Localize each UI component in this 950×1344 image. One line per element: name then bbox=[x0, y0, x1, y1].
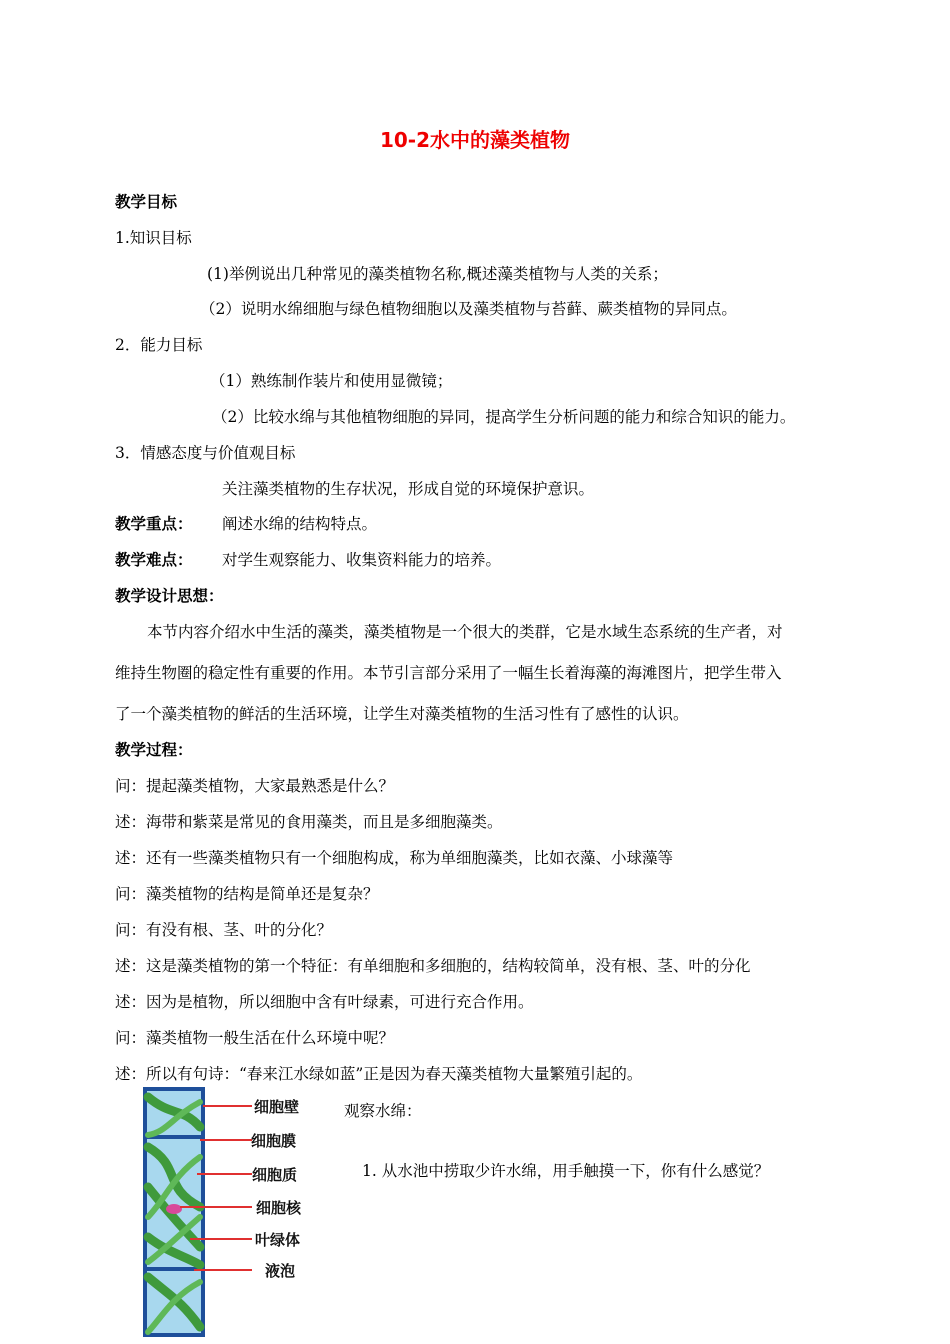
ability-item: （2）比较水绵与其他植物细胞的异同，提高学生分析问题的能力和综合知识的能力。 bbox=[212, 408, 796, 426]
objectives-heading: 教学目标 bbox=[115, 192, 178, 211]
process-line: 述：还有一些藻类植物只有一个细胞构成，称为单细胞藻类，比如衣藻、小球藻等 bbox=[115, 849, 674, 867]
process-line: 问：藻类植物的结构是简单还是复杂？ bbox=[115, 885, 379, 903]
emotion-item: 关注藻类植物的生存状况，形成自觉的环境保护意识。 bbox=[222, 480, 595, 498]
knowledge-item: (1)举例说出几种常见的藻类植物名称,概述藻类植物与人类的关系； bbox=[207, 265, 668, 283]
observe-heading: 观察水绵： bbox=[344, 1102, 422, 1120]
design-paragraph-line: 本节内容介绍水中生活的藻类，藻类植物是一个很大的类群，它是水域生态系统的生产者，对 bbox=[147, 623, 783, 641]
process-line: 述：所以有句诗：“春来江水绿如蓝”正是因为春天藻类植物大量繁殖引起的。 bbox=[115, 1065, 643, 1083]
process-line: 问：有没有根、茎、叶的分化？ bbox=[115, 921, 333, 939]
label-chloroplast: 叶绿体 bbox=[255, 1231, 301, 1249]
knowledge-heading: 1.知识目标 bbox=[115, 229, 192, 247]
design-paragraph-line: 了一个藻类植物的鲜活的生活环境，让学生对藻类植物的生活习性有了感性的认识。 bbox=[115, 705, 689, 723]
key-point-text: 阐述水绵的结构特点。 bbox=[222, 515, 378, 533]
process-line: 述：因为是植物，所以细胞中含有叶绿素，可进行充合作用。 bbox=[115, 993, 534, 1011]
knowledge-item: （2）说明水绵细胞与绿色植物细胞以及藻类植物与苔藓、蕨类植物的异同点。 bbox=[200, 300, 737, 318]
process-line: 述：海带和紫菜是常见的食用藻类，而且是多细胞藻类。 bbox=[115, 813, 503, 831]
difficulty-text: 对学生观察能力、收集资料能力的培养。 bbox=[222, 551, 502, 569]
ability-item: （1）熟练制作装片和使用显微镜； bbox=[210, 372, 453, 390]
design-paragraph-line: 维持生物圈的稳定性有重要的作用。本节引言部分采用了一幅生长着海藻的海滩图片，把学生带入 bbox=[115, 664, 782, 682]
key-point-label: 教学重点： bbox=[115, 514, 193, 533]
label-vacuole: 液泡 bbox=[265, 1262, 296, 1280]
process-line: 问：藻类植物一般生活在什么环境中呢？ bbox=[115, 1029, 395, 1047]
page-title: 10-2水中的藻类植物 bbox=[379, 128, 571, 152]
emotion-heading: 3．情感态度与价值观目标 bbox=[115, 444, 296, 462]
spirogyra-filament bbox=[145, 1089, 203, 1335]
observe-item: 1. 从水池中捞取少许水绵，用手触摸一下，你有什么感觉？ bbox=[362, 1162, 770, 1180]
design-heading: 教学设计思想： bbox=[115, 586, 224, 605]
ability-heading: 2．能力目标 bbox=[115, 336, 203, 354]
process-heading: 教学过程： bbox=[115, 740, 193, 759]
label-cell-membrane: 细胞膜 bbox=[251, 1132, 297, 1150]
label-nucleus: 细胞核 bbox=[256, 1199, 302, 1217]
label-cytoplasm: 细胞质 bbox=[252, 1166, 298, 1184]
label-cell-wall: 细胞壁 bbox=[254, 1098, 300, 1116]
spirogyra-cell-diagram bbox=[142, 1087, 332, 1337]
process-line: 问：提起藻类植物，大家最熟悉是什么？ bbox=[115, 777, 395, 795]
process-line: 述：这是藻类植物的第一个特征：有单细胞和多细胞的，结构较简单，没有根、茎、叶的分化 bbox=[115, 957, 751, 975]
difficulty-label: 教学难点： bbox=[115, 550, 193, 569]
